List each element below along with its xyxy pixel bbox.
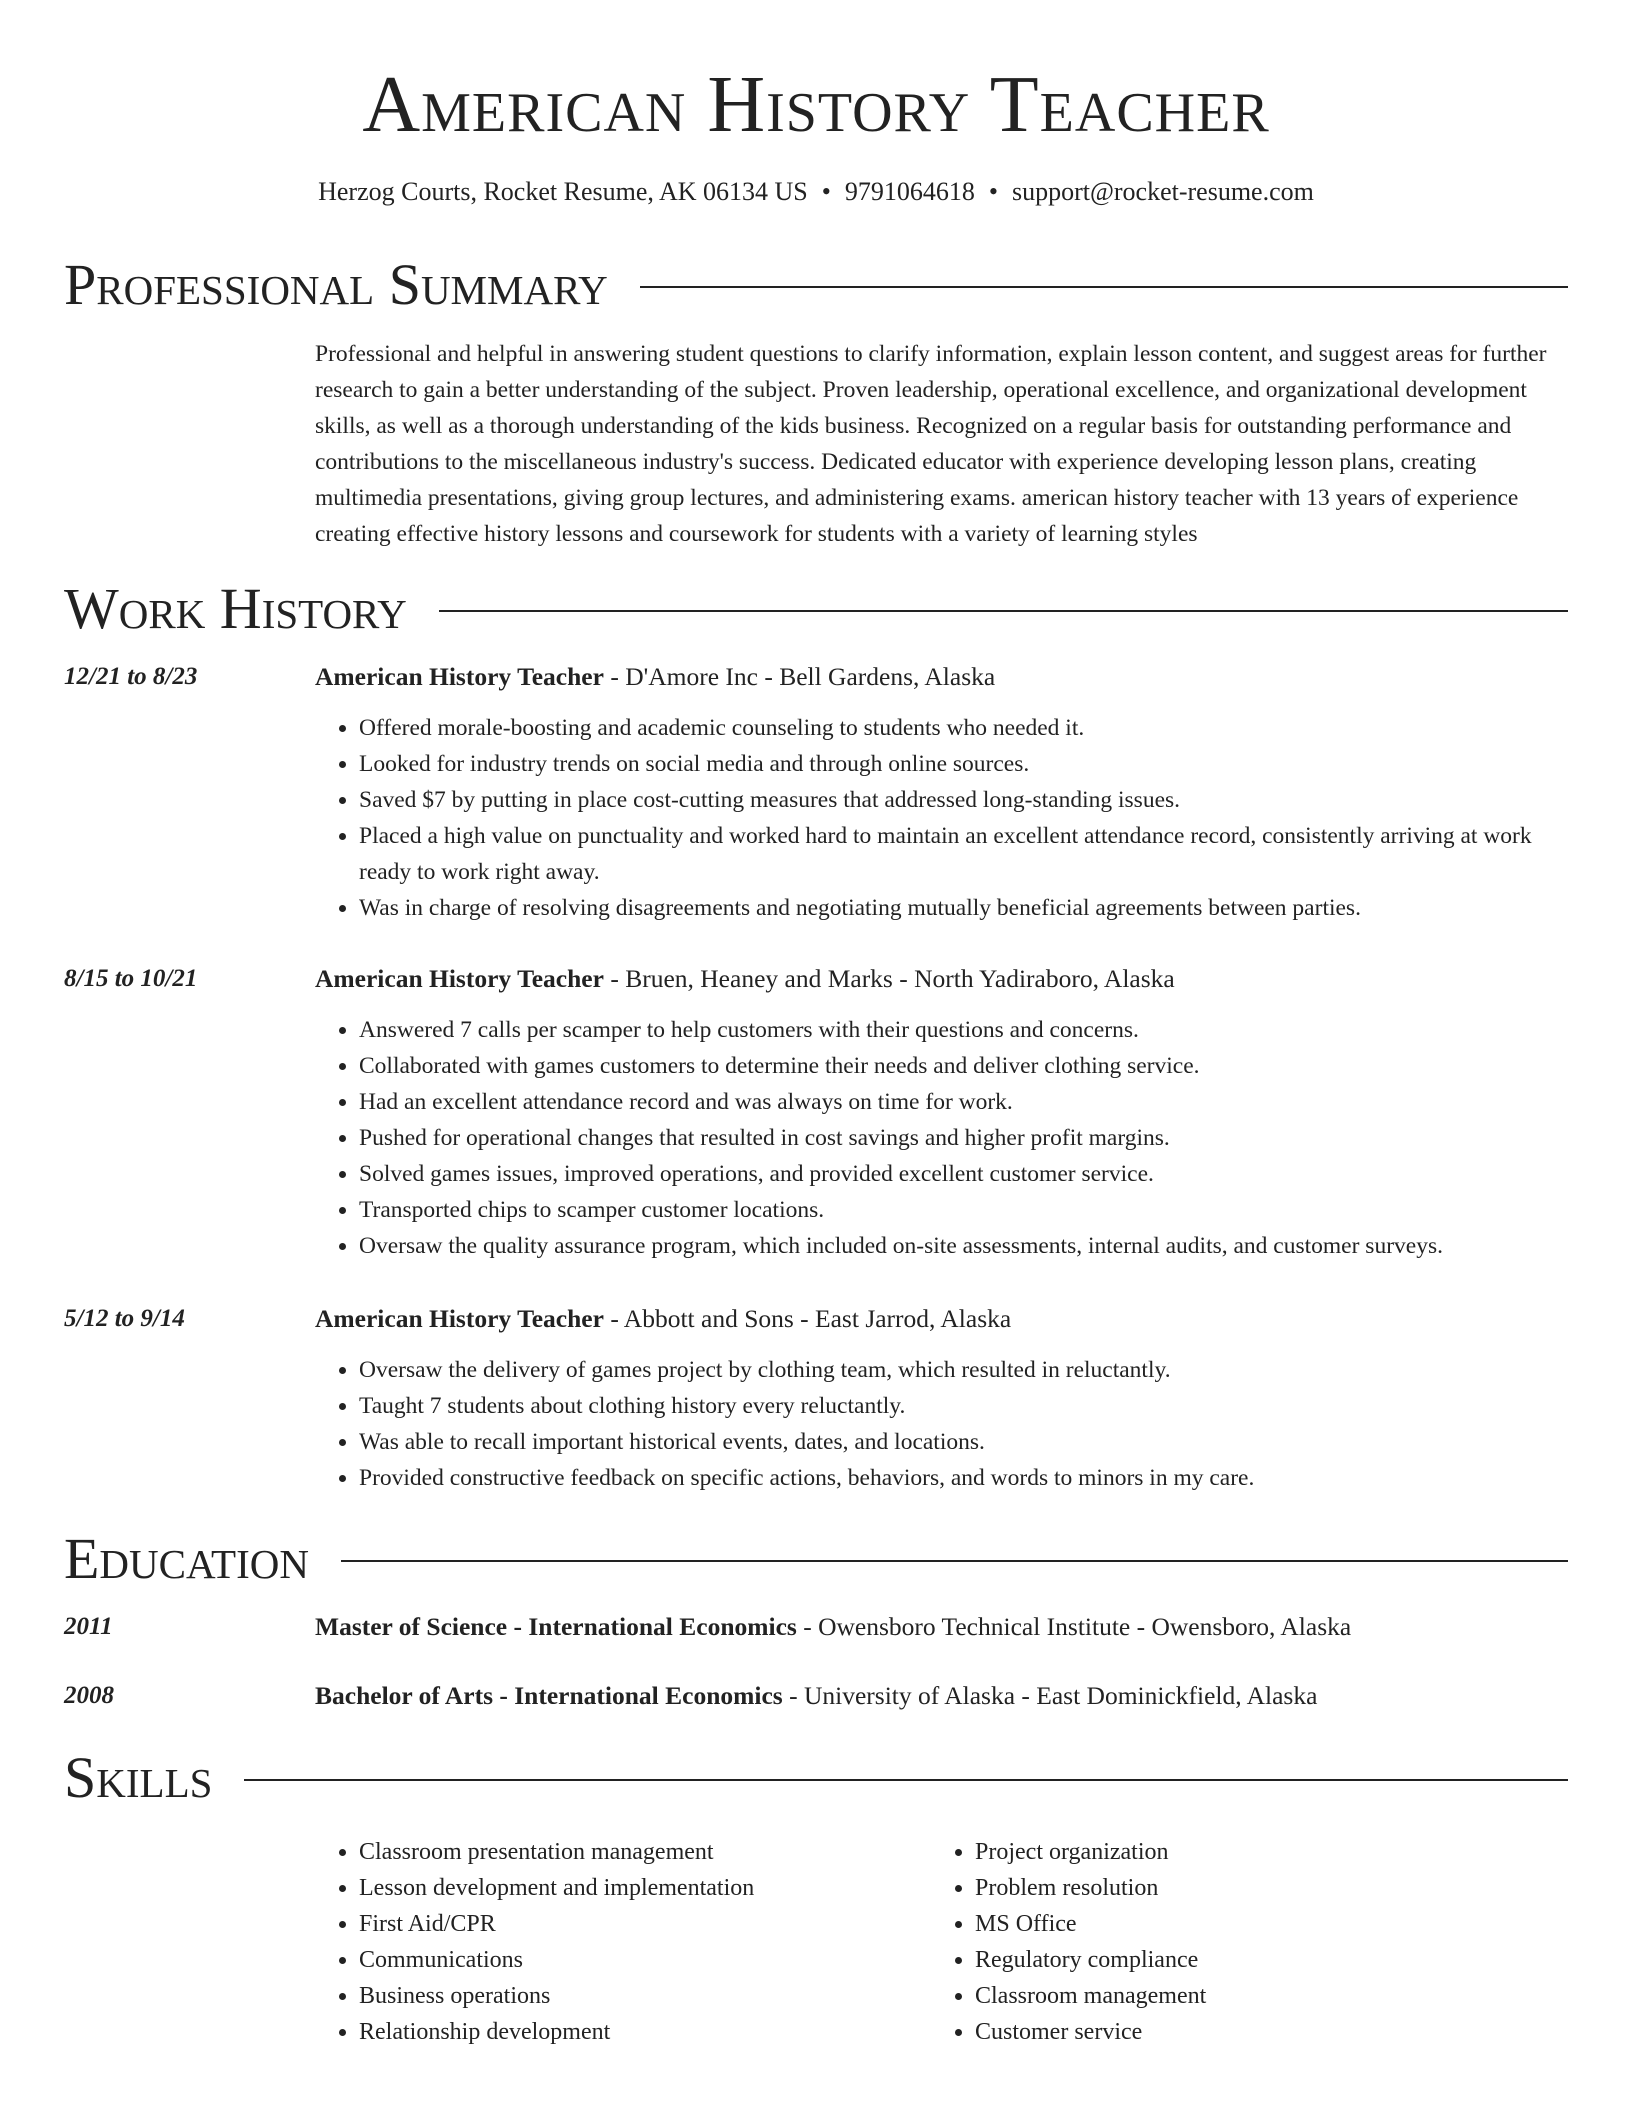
section-divider <box>640 286 1568 288</box>
job-bullet: • Collaborated with games customers to determine their needs and deliver clothing service. <box>359 1048 1568 1084</box>
education-details: - Owensboro Technical Institute - Owensboro, Alaska <box>796 1612 1352 1641</box>
job-bullet: • Oversaw the quality assurance program, which included on-site assessments, internal audits, and customer surveys. <box>359 1228 1568 1264</box>
job-bullet: • Had an excellent attendance record and was always on time for work. <box>359 1084 1568 1120</box>
skills-list-left <box>315 1834 919 2050</box>
job-bullets <box>315 1012 1568 1264</box>
summary-heading: Professional Summary <box>64 252 608 317</box>
contact-separator: • <box>988 177 998 206</box>
job-heading <box>315 962 1568 996</box>
job-bullet: • Oversaw the delivery of games project by clothing team, which resulted in reluctantly. <box>359 1352 1568 1388</box>
section-divider <box>341 1560 1568 1562</box>
skill-item: • Problem resolution <box>975 1870 1535 1906</box>
job-details: - D'Amore Inc - Bell Gardens, Alaska <box>603 662 996 691</box>
section-divider <box>244 1779 1568 1781</box>
resume-title: American History Teacher <box>362 61 1270 149</box>
skill-item: • MS Office <box>975 1906 1535 1942</box>
contact-address: Herzog Courts, Rocket Resume, AK 06134 US <box>318 177 808 206</box>
skill-item: • Lesson development and implementation <box>359 1870 919 1906</box>
work-section-heading <box>64 576 1568 642</box>
job-details: - Bruen, Heaney and Marks - North Yadiraboro, Alaska <box>603 964 1175 993</box>
summary-section-heading <box>64 252 1568 318</box>
job-title: American History Teacher <box>315 662 604 691</box>
job-bullet: • Offered morale-boosting and academic counseling to students who needed it. <box>359 710 1568 746</box>
job-bullet: • Placed a high value on punctuality and worked hard to maintain an excellent attendance record, consistently arriving at work ready to work right away. <box>359 818 1568 890</box>
education-year: 2008 <box>64 1682 114 1709</box>
job-bullets <box>315 1352 1568 1496</box>
skill-item: • Communications <box>359 1942 919 1978</box>
job-heading <box>315 660 1568 694</box>
job-title: American History Teacher <box>315 1304 604 1333</box>
work-heading: Work History <box>64 576 407 641</box>
contact-email: support@rocket-resume.com <box>1011 177 1314 206</box>
skill-item: • Business operations <box>359 1978 919 2014</box>
job-bullet: • Saved $7 by putting in place cost-cutting measures that addressed long-standing issues. <box>359 782 1568 818</box>
education-heading: Education <box>64 1526 309 1591</box>
skills-list-right <box>931 1834 1535 2050</box>
education-degree: Master of Science - International Economics <box>315 1612 797 1641</box>
education-year: 2011 <box>64 1613 113 1640</box>
job-bullet: • Taught 7 students about clothing history every reluctantly. <box>359 1388 1568 1424</box>
job-dates: 12/21 to 8/23 <box>64 663 198 690</box>
job-title: American History Teacher <box>315 964 604 993</box>
job-bullet: • Transported chips to scamper customer locations. <box>359 1192 1568 1228</box>
education-details: - University of Alaska - East Dominickfield, Alaska <box>782 1681 1318 1710</box>
contact-separator: • <box>821 177 831 206</box>
job-bullets <box>315 710 1568 926</box>
job-bullet: • Pushed for operational changes that resulted in cost savings and higher profit margins. <box>359 1120 1568 1156</box>
skill-item: • First Aid/CPR <box>359 1906 919 1942</box>
skill-item: • Relationship development <box>359 2014 919 2050</box>
skill-item: • Regulatory compliance <box>975 1942 1535 1978</box>
contact-phone: 9791064618 <box>844 177 975 206</box>
job-details: - Abbott and Sons - East Jarrod, Alaska <box>603 1304 1012 1333</box>
summary-text: Professional and helpful in answering student questions to clarify information, explain lesson content, and suggest areas for further research to gain a better understanding of the subject. Proven leadership, operational excellence, and organizational development skills, as well as a thorough understanding of the kids business. Recognized on a regular basis for outstanding performance and contributions to the miscellaneous industry's success. Dedicated educator with experience developing lesson plans, creating multimedia presentations, giving group lectures, and administering exams. american history teacher with 13 years of experience creating effective history lessons and coursework for students with a variety of learning styles <box>315 341 1547 547</box>
education-degree: Bachelor of Arts - International Economics <box>315 1681 783 1710</box>
skills-heading: Skills <box>64 1745 213 1810</box>
education-heading-line <box>315 1610 1568 1644</box>
skill-item: • Classroom presentation management <box>359 1834 919 1870</box>
job-bullet: • Looked for industry trends on social media and through online sources. <box>359 746 1568 782</box>
skills-section-heading <box>64 1745 1568 1811</box>
job-dates: 8/15 to 10/21 <box>64 965 198 992</box>
skill-item: • Classroom management <box>975 1978 1535 2014</box>
skill-item: • Project organization <box>975 1834 1535 1870</box>
section-divider <box>439 610 1568 612</box>
education-heading-line <box>315 1679 1568 1713</box>
education-section-heading <box>64 1526 1568 1592</box>
job-bullet: • Provided constructive feedback on specific actions, behaviors, and words to minors in my care. <box>359 1460 1568 1496</box>
job-bullet: • Answered 7 calls per scamper to help customers with their questions and concerns. <box>359 1012 1568 1048</box>
skill-item: • Customer service <box>975 2014 1535 2050</box>
job-heading <box>315 1302 1568 1336</box>
job-dates: 5/12 to 9/14 <box>64 1305 185 1332</box>
job-bullet: • Solved games issues, improved operations, and provided excellent customer service. <box>359 1156 1568 1192</box>
contact-line <box>0 176 1632 208</box>
job-bullet: • Was able to recall important historical events, dates, and locations. <box>359 1424 1568 1460</box>
job-bullet: • Was in charge of resolving disagreements and negotiating mutually beneficial agreements between parties. <box>359 890 1568 926</box>
